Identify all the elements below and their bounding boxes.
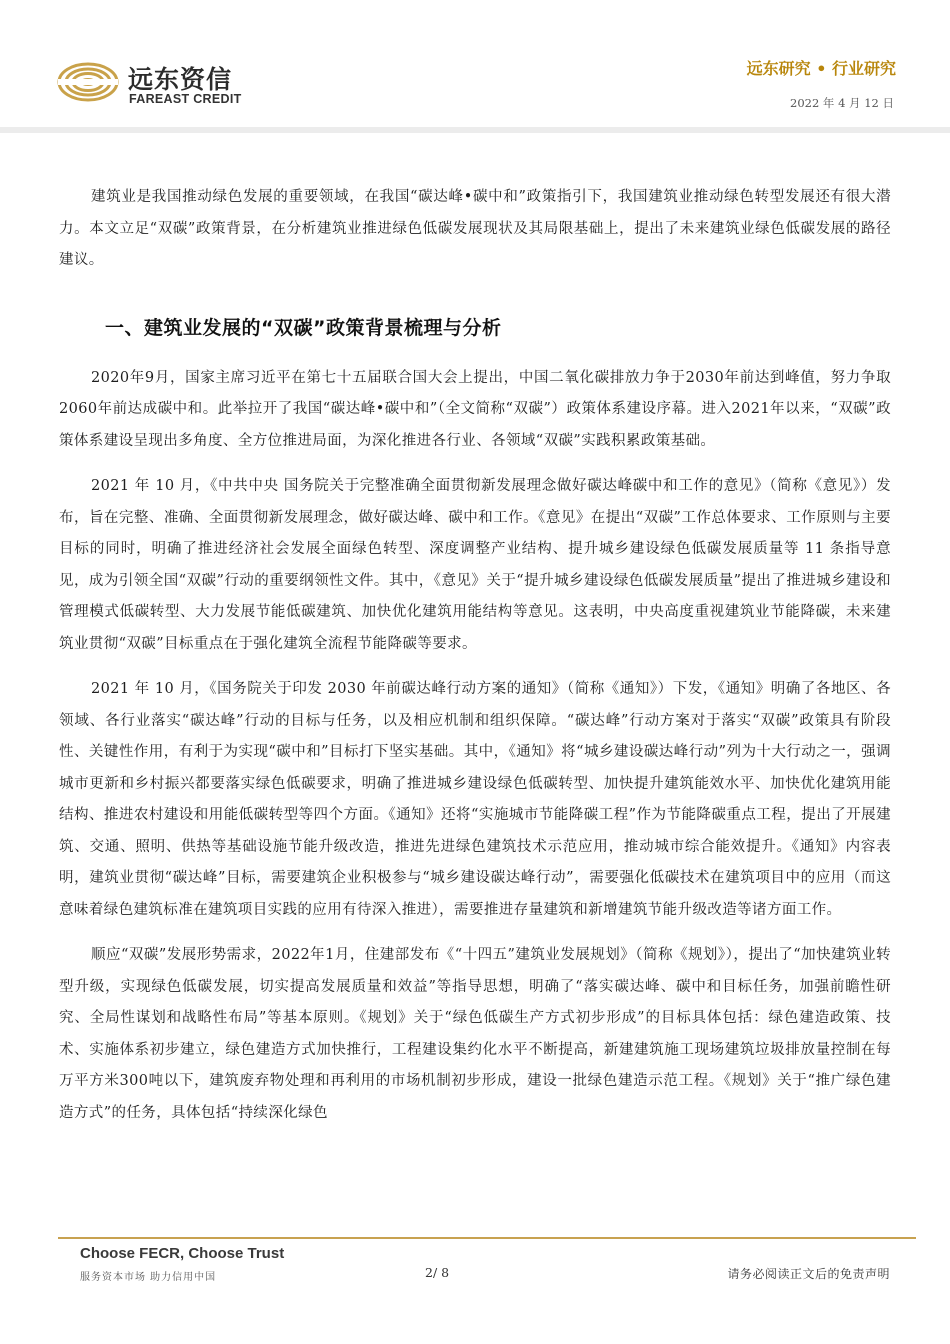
header-divider xyxy=(0,127,950,133)
intro-paragraph: 建筑业是我国推动绿色发展的重要领域，在我国“碳达峰•碳中和”政策指引下，我国建筑业推动绿色转型发展还有很大潜力。本文立足“双碳”政策背景，在分析建筑业推进绿色低碳发展现状及其局限基础上，提出了未来建筑业绿色低碳发展的路径建议。 xyxy=(59,189,891,268)
section-heading: 一、建筑业发展的“双碳”政策背景梳理与分析 xyxy=(105,316,502,339)
logo-chinese-name: 远东资信 xyxy=(128,65,233,94)
footer-slogan: Choose FECR, Choose Trust xyxy=(80,1245,285,1262)
body-paragraph-1: 2020年9月，国家主席习近平在第七十五届联合国大会上提出，中国二氧化碳排放力争于2030年前达到峰值，努力争取2060年前达成碳中和。此举拉开了我国“碳达峰•碳中和”（全文简称“双碳”）政策体系建设序幕。进入2021年以来，“双碳”政策体系建设呈现出多角度、全方位推进局面，为深化推进各行业、各领域“双碳”实践积累政策基础。 xyxy=(59,369,891,449)
ring-logo-icon xyxy=(56,58,120,110)
body-paragraph-4: 顺应“双碳”发展形势需求，2022年1月，住建部发布《“十四五”建筑业发展规划》（简称《规划》），提出了“加快建筑业转型升级，实现绿色低碳发展，切实提高发展质量和效益”等指导思想，明确了“落实碳达峰、碳中和目标任务，加强前瞻性研究、全局性谋划和战略性布局”等基本原则。《规划》关于“绿色低碳生产方式初步形成”的目标具体包括：绿色建造政策、技术、实施体系初步建立，绿色建造方式加快推行，工程建设集约化水平不断提高，新建建筑施工现场建筑垃圾排放量控制在每万平方米300吨以下，建筑废弃物处理和再利用的市场机制初步形成，建设一批绿色建造示范工程。《规划》关于“推广绿色建造方式”的任务，具体包括“持续深化绿色 xyxy=(59,947,891,1121)
document-body xyxy=(59,182,891,1129)
body-paragraph-2: 2021 年 10 月，《中共中央 国务院关于完整准确全面贯彻新发展理念做好碳达峰碳中和工作的意见》（简称《意见》）发布，旨在完整、准确、全面贯彻新发展理念，做好碳达峰、碳中和工作。《意见》在提出“双碳”工作总体要求、工作原则与主要目标的同时，明确了推进经济社会发展全面绿色转型、深度调整产业结构、提升城乡建设绿色低碳发展质量等 11 条指导意见，成为引领全国“双碳”行动的重要纲领性文件。其中，《意见》关于“提升城乡建设绿色低碳发展质量”提出了推进城乡建设和管理模式低碳转型、大力发展节能低碳建筑、加快优化建筑用能结构等意见。这表明，中央高度重视建筑业节能降碳，未来建筑业贯彻“双碳”目标重点在于强化建筑全流程节能降碳等要求。 xyxy=(59,478,891,652)
footer-tagline: 服务资本市场 助力信用中国 xyxy=(80,1272,217,1283)
logo-english-name: FAREAST CREDIT xyxy=(129,92,242,106)
footer-disclaimer: 请务必阅读正文后的免责声明 xyxy=(727,1267,890,1281)
report-category: 远东研究 • 行业研究 xyxy=(746,59,896,78)
page-header xyxy=(0,0,950,135)
body-paragraph-3: 2021 年 10 月，《国务院关于印发 2030 年前碳达峰行动方案的通知》（简称《通知》）下发，《通知》明确了各地区、各领域、各行业落实“碳达峰”行动的目标与任务，以及相应机制和组织保障。“碳达峰”行动方案对于落实“双碳”政策具有阶段性、关键性作用，有利于为实现“碳中和”目标打下坚实基础。其中，《通知》将“城乡建设碳达峰行动”列为十大行动之一，强调城市更新和乡村振兴都要落实绿色低碳要求，明确了推进城乡建设绿色低碳转型、加快提升建筑能效水平、加快优化建筑用能结构、推进农村建设和用能低碳转型等四个方面。《通知》还将“实施城市节能降碳工程”作为节能降碳重点工程，提出了开展建筑、交通、照明、供热等基础设施节能升级改造，推进先进绿色建筑技术示范应用，推动城市综合能效提升。《通知》内容表明，建筑业贯彻“碳达峰”目标，需要建筑企业积极参与“城乡建设碳达峰行动”，需要强化低碳技术在建筑项目中的应用（而这意味着绿色建筑标准在建筑项目实践的应用有待深入推进），需要推进存量建筑和新增建筑节能升级改造等诸方面工作。 xyxy=(59,681,891,918)
footer-divider xyxy=(58,1237,916,1239)
page-number: 2/ 8 xyxy=(425,1265,450,1280)
fareast-credit-logo xyxy=(56,58,246,110)
report-date: 2022 年 4 月 12 日 xyxy=(790,96,894,110)
